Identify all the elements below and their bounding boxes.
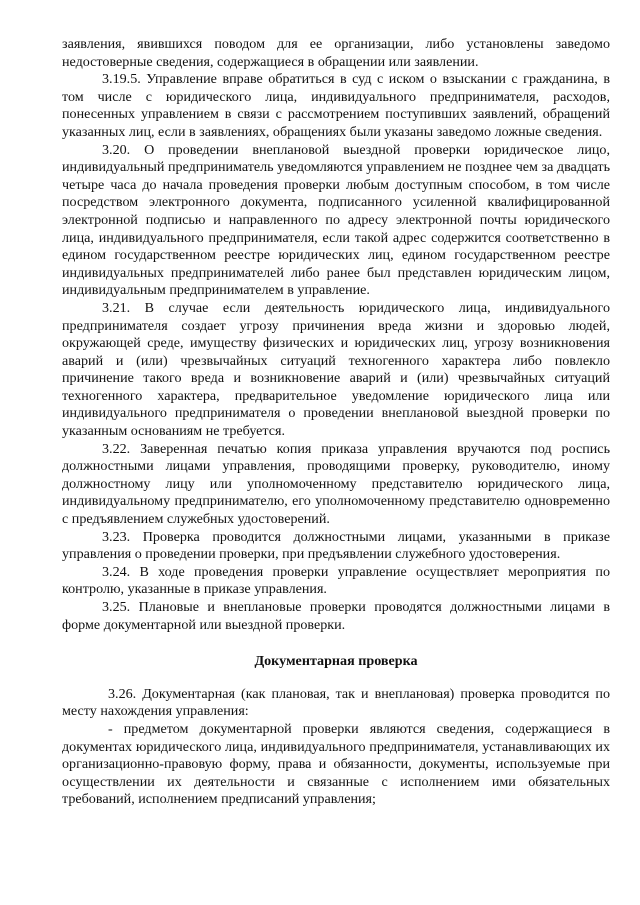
paragraph-continuation: заявления, явившихся поводом для ее организации, либо установлены заведомо недостоверные сведения, содержащиеся в обращении или заявлении. bbox=[62, 36, 610, 70]
section-heading: Документарная проверка bbox=[254, 653, 418, 670]
paragraph-3-26-item: - предметом документарной проверки являются сведения, содержащиеся в документах юридического лица, индивидуального предпринимателя, устанавливающих их организационно-правовую форму, права и обязанности, документы, используемые при осуществлении их деятельности и связанные с исполнением ими обязательных требований, исполнением предписаний управления; bbox=[62, 720, 610, 808]
paragraph-3-24: 3.24. В ходе проведения проверки управление осуществляет мероприятия по контролю, указанные в приказе управления. bbox=[62, 563, 610, 598]
paragraph-3-20: 3.20. О проведении внеплановой выездной проверки юридическое лицо, индивидуальный предприниматель уведомляются управлением не позднее чем за двадцать четыре часа до начала проведения проверки любым доступным способом, в том числе посредством электронного документа, подписанного усиленной квалифицированной электронной подписью и направленного по адресу электронной почты юридического лица, индивидуального предпринимателя, если такой адрес содержится соответственно в едином государственном реестре юридических лиц, едином государственном реестре индивидуальных предпринимателей либо ранее был представлен юридическим лицом, индивидуальным предпринимателем в управление. bbox=[62, 141, 610, 299]
paragraph-3-19-5: 3.19.5. Управление вправе обратиться в суд с иском о взыскании с гражданина, в том числе с юридического лица, индивидуального предпринимателя, расходов, понесенных управлением в связи с рассмотрением поступивших заявлений, обращений указанных лиц, если в заявлениях, обращениях были указаны заведомо ложные сведения. bbox=[62, 71, 610, 140]
paragraph-3-21: 3.21. В случае если деятельность юридического лица, индивидуального предпринимателя создает угрозу причинения вреда жизни и здоровью людей, окружающей среде, имуществу физических и юридических лиц, угрозу возникновения аварий и (или) чрезвычайных ситуаций техногенного характера либо повлекло причинение такого вреда и возникновение аварий и (или) чрезвычайных ситуаций техногенного характера, предварительное уведомление юридического лица или индивидуального предпринимателя о проведении внеплановой выездной проверки по указанным основаниям не требуется. bbox=[62, 299, 610, 440]
paragraph-3-25: 3.25. Плановые и внеплановые проверки проводятся должностными лицами в форме документарной или выездной проверки. bbox=[62, 599, 610, 633]
paragraph-3-22: 3.22. Заверенная печатью копия приказа управления вручаются под роспись должностными лицами управления, проводящими проверку, руководителю, иному должностному лицу или уполномоченному представителю юридического лица, индивидуальному предпринимателю, его уполномоченному представителю одновременно с предъявлением служебных удостоверений. bbox=[62, 440, 610, 528]
paragraph-3-26: 3.26. Документарная (как плановая, так и внеплановая) проверка проводится по месту нахождения управления: bbox=[62, 685, 610, 720]
paragraph-3-23: 3.23. Проверка проводится должностными лицами, указанными в приказе управления о проведении проверки, при предъявлении служебного удостоверения. bbox=[62, 528, 610, 563]
